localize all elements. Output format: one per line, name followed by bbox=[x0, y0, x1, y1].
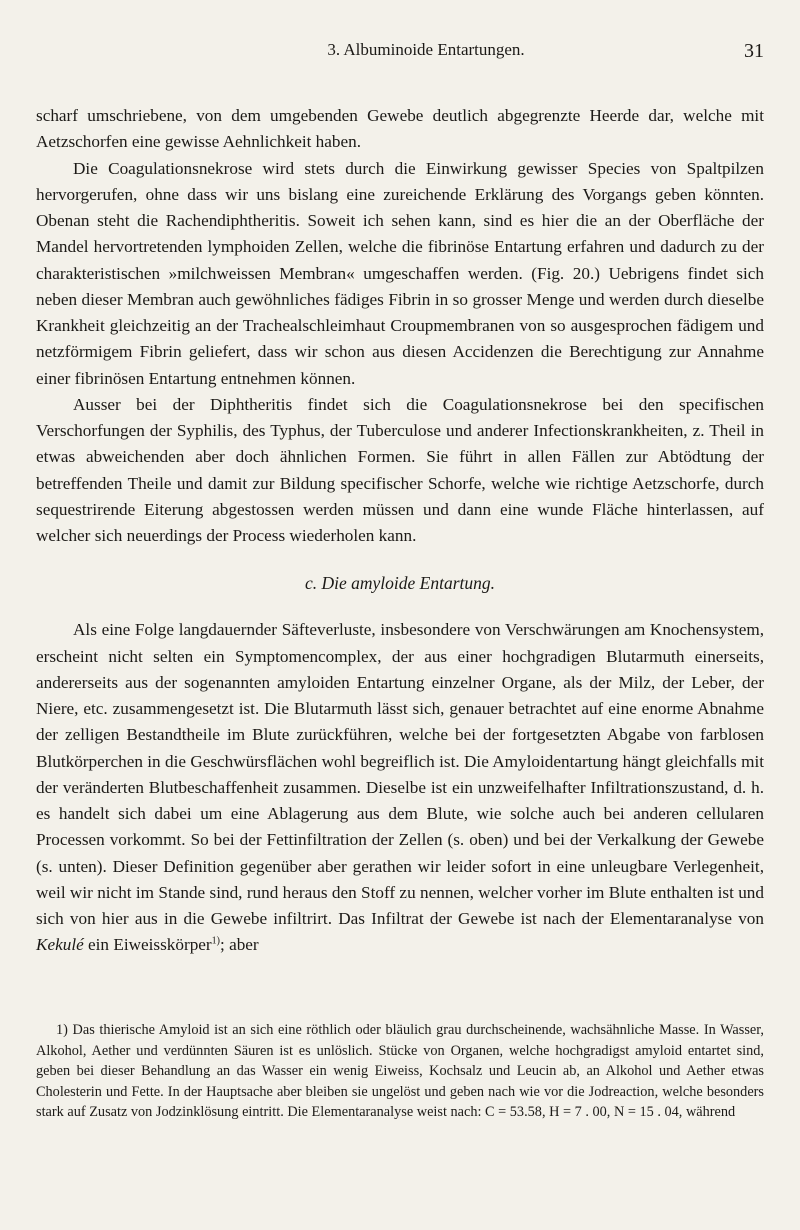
page-header bbox=[36, 40, 764, 64]
page-number: 31 bbox=[744, 40, 764, 62]
running-head: 3. Albuminoide Entartungen. bbox=[327, 40, 525, 59]
book-page bbox=[36, 0, 764, 1230]
footnote-text: Das thierische Amyloid ist an sich eine röthlich oder bläulich grau durchscheinende, wachsähnliche Masse. In Wasser, Alkohol, Aether und verdünnten Säuren ist es unlöslich. Stücke von Organen, welche hochgradigst amyloid entartet sind, geben bei dieser Behandlung an das Wasser ein wenig Eiweiss, Kochsalz und Leucin ab, an Alkohol und Aether etwas Cholesterin und Fette. In der Hauptsache aber bleiben sie ungelöst und geben nach wie vor die Jodreaction, welche besonders stark auf Zusatz von Jodzinklösung eintritt. Die Elementaranalyse weist nach: C = 53.58, H = 7 . 00, N = 15 . 04, während bbox=[36, 1022, 765, 1120]
section-heading: c. Die amyloide Entartung. bbox=[304, 573, 496, 594]
author-name: Kekulé bbox=[36, 935, 84, 955]
paragraph-4 bbox=[36, 617, 764, 958]
paragraph-4-tail: ; aber bbox=[220, 935, 259, 955]
paragraph-3: Ausser bei der Diphtheritis findet sich die Coagulationsnekrose bei den specifischen Verschorfungen der Syphilis, des Typhus, der Tuberculose und anderer Infectionskrankheiten, z. Theil in etwas abweichenden aber doch ähnlichen Formen. Sie führt in allen Fällen zur Abtödtung der betreffenden Theile und damit zur Bildung specifischer Schorfe, welche wie richtige Aetzschorfe, durch sequestrirende Eiterung abgestossen werden müssen und dann eine wunde Fläche hinterlassen, auf welcher sich neuerdings der Process wiederholen kann. bbox=[36, 394, 764, 545]
body-text bbox=[36, 103, 764, 959]
paragraph-2: Die Coagulationsnekrose wird stets durch die Einwirkung gewisser Species von Spaltpilzen hervorgerufen, ohne dass wir uns bislang eine zureichende Erklärung des Vorgangs geben könnten. Obenan steht die Rachendiphtheritis. Soweit ich sehen kann, sind es hier die an der Oberfläche der Mandel hervortretenden lymphoiden Zellen, welche die fibrinöse Entartung erfahren und dadurch zu der charakteristischen »milchweissen Membran« umgeschaffen werden. (Fig. 20.) Uebrigens findet sich neben dieser Membran auch gewöhnliches fädiges Fibrin in so grosser Menge und werden durch dieselbe Krankheit gleichzeitig an der Trachealschleimhaut Croupmembranen von so ausgesprochen fädigem und netzförmigem Fibrin geliefert, dass wir schon aus diesen Accidenzen die Berechtigung zur Annahme einer fibrinösen Entartung entnehmen können. bbox=[36, 158, 764, 388]
paragraph-4-text: Als eine Folge langdauernder Säfteverluste, insbesondere von Verschwärungen am Knochensystem, erscheint nicht selten ein Symptomencomplex, der aus einer hochgradigen Blutarmuth einerseits, andererseits aus der sogenannten amyloiden Entartung einzelner Organe, als der Milz, der Leber, der Niere, etc. zusammengesetzt ist. Die Blutarmuth lässt sich, genauer betrachtet auf eine enorme Abnahme der zelligen Bestandtheile im Blute zurückführen, welche bei der fortgesetzten Abgabe von farblosen Blutkörperchen in die Geschwürsflächen wohl begreiflich ist. Die Amyloidentartung hängt gleichfalls mit der veränderten Blutbeschaffenheit zusammen. Dieselbe ist ein unzweifelhafter Infiltrationszustand, d. h. es handelt sich dabei um eine Ablagerung aus dem Blute, wie solche auch bei anderen cellularen Processen vorkommt. So bei der Fettinfiltration der Zellen (s. oben) und bei der Verkalkung der Gewebe (s. unten). Dieser Definition gegenüber aber gerathen wir leider sofort in eine unleugbare Verlegenheit, weil wir nicht im Stande sind, rund heraus den Stoff zu nennen, welcher vorher im Blute enthalten ist und sich von hier aus in die Gewebe infiltrirt. Das Infiltrat der Gewebe ist nach der Elementaranalyse von bbox=[36, 620, 764, 928]
footnote-reference: 1) bbox=[211, 935, 220, 947]
footnote-marker: 1) bbox=[56, 1022, 68, 1038]
paragraph-1: scharf umschriebene, von dem umgebenden Gewebe deutlich abgegrenzte Heerde dar, welche mit Aetzschorfen eine gewisse Aehnlichkeit haben. bbox=[36, 106, 764, 152]
paragraph-4-after-author: ein Eiweisskörper bbox=[88, 935, 212, 955]
footnote-1 bbox=[36, 1020, 764, 1123]
footnotes bbox=[36, 1020, 764, 1123]
